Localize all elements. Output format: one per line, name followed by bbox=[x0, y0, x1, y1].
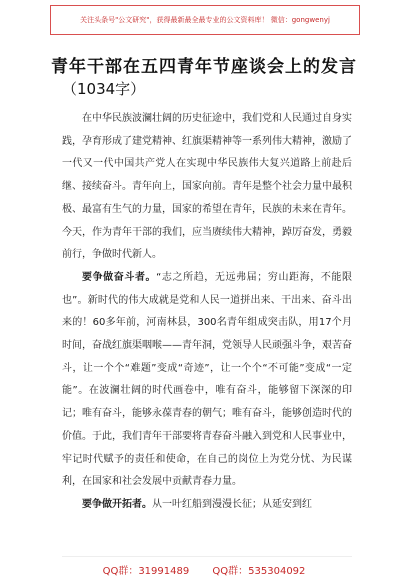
document-title: 青年干部在五四青年节座谈会上的发言 bbox=[51, 57, 357, 77]
footer-divider bbox=[62, 556, 352, 557]
promo-banner bbox=[50, 5, 360, 35]
paragraph-striver-text: “志之所趋，无远弗届；穷山距海，不能限也”。新时代的伟大成就是党和人民一道拼出来、干出来、奋斗出来的！60多年前，河南林县，300名青年组成突击队，用17个月时间，奋战红旗渠咽喉——青年洞，党领导人民顽强斗争，艰苦奋斗，让一个个“难题”变成“奇迹”，让一个个“不可能”变成“一定能”。在波澜壮阔的时代画卷中，唯有奋斗，能够留下深深的印记；唯有奋斗，能够永葆青春的朝气；唯有奋斗，能够创造时代的价值。于此，我们青年干部要将青春奋斗融入到党和人民事业中，牢记时代赋予的责任和使命，在自己的岗位上为党分忧、为民谋利，在国家和社会发展中贡献青春力量。 bbox=[62, 271, 353, 488]
footer bbox=[0, 562, 408, 577]
promo-banner-text: 关注头条号"公文研究"，获得最新最全最专业的公文资料库！ 微信：gongwenyj bbox=[80, 16, 330, 24]
paragraph-intro: 在中华民族波澜壮阔的历史征途中，我们党和人民通过自身实践，孕育形成了建党精神、红旗渠精神等一系列伟大精神，激励了一代又一代中国共产党人在实现中华民族伟大复兴道路上前赴后继、接续奋斗。青年向上，国家向前。青年是整个社会力量中最积极、最富有生气的力量，国家的希望在青年，民族的未来在青年。今天，作为青年干部的我们，应当赓续伟大精神，踔厉奋发，勇毅前行，争做时代新人。 bbox=[62, 113, 352, 261]
paragraph-striver bbox=[62, 267, 352, 494]
paragraph-pioneer-heading: 要争做开拓者。 bbox=[82, 498, 152, 510]
paragraph-striver-heading: 要争做奋斗者。 bbox=[82, 271, 157, 283]
footer-qq-group-1: QQ群：31991489 bbox=[102, 566, 190, 577]
paragraph-pioneer bbox=[62, 494, 352, 517]
document-body bbox=[62, 108, 352, 517]
paragraph-pioneer-text: 从一叶红船到漫漫长征；从延安到红 bbox=[152, 498, 312, 510]
footer-qq-group-2: QQ群：535304092 bbox=[212, 566, 306, 577]
word-count: （1034字） bbox=[62, 80, 146, 98]
